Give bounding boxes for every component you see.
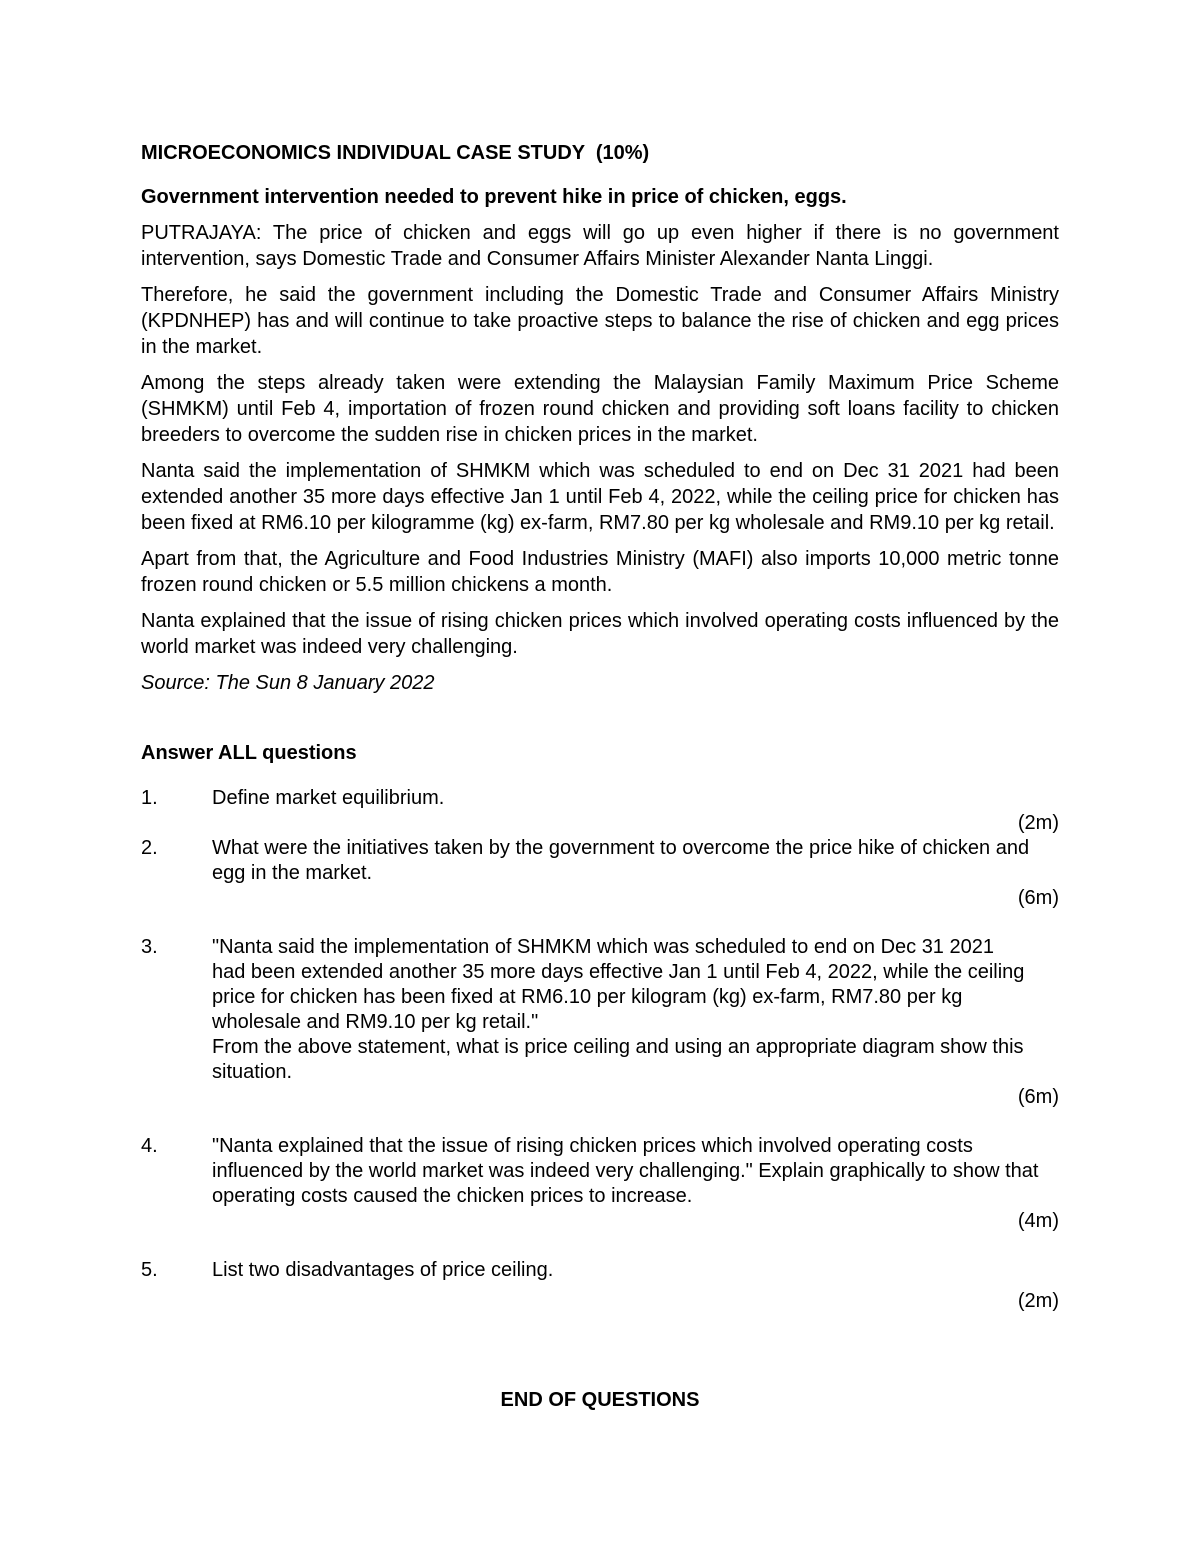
article-paragraph-6: Nanta explained that the issue of rising chicken prices which involved operating costs influenced by the world market was indeed very challenging.: [141, 610, 1059, 658]
question-number: 2.: [141, 837, 158, 859]
question-3-marks: (6m): [1017, 1086, 1059, 1108]
question-text: List two disadvantages of price ceiling.: [212, 1259, 554, 1281]
question-4: [141, 1134, 1059, 1209]
instructions-heading: Answer ALL questions: [141, 742, 357, 764]
question-number: 4.: [141, 1135, 158, 1157]
question-number: 5.: [141, 1259, 158, 1281]
article-paragraph-2: Therefore, he said the government including the Domestic Trade and Consumer Affairs Ministry (KPDNHEP) has and will continue to take proactive steps to balance the rise of chicken and egg prices in the market.: [141, 284, 1059, 358]
question-2-marks: (6m): [1017, 887, 1059, 909]
question-5-marks: (2m): [1017, 1290, 1059, 1312]
question-1: [141, 786, 1059, 811]
article-paragraph-3: Among the steps already taken were extending the Malaysian Family Maximum Price Scheme (SHMKM) until Feb 4, importation of frozen round chicken and providing soft loans facility to chicken breeders to overcome the sudden rise in chicken prices in the market.: [141, 372, 1059, 446]
question-number: 1.: [141, 787, 158, 809]
article-paragraph-5: Apart from that, the Agriculture and Food Industries Ministry (MAFI) also imports 10,000 metric tonne frozen round chicken or 5.5 million chickens a month.: [141, 548, 1059, 596]
question-number: 3.: [141, 936, 158, 958]
article-paragraph-1: PUTRAJAYA: The price of chicken and eggs will go up even higher if there is no government intervention, says Domestic Trade and Consumer Affairs Minister Alexander Nanta Linggi.: [141, 222, 1059, 270]
question-2: [141, 836, 1059, 886]
article-paragraph-4: Nanta said the implementation of SHMKM which was scheduled to end on Dec 31 2021 had been extended another 35 more days effective Jan 1 until Feb 4, 2022, while the ceiling price for chicken has been fixed at RM6.10 per kilogramme (kg) ex-farm, RM7.80 per kg wholesale and RM9.10 per kg retail.: [141, 460, 1059, 534]
question-text: "Nanta explained that the issue of rising chicken prices which involved operating costs influenced by the world market was indeed very challenging." Explain graphically to show that operating costs caused the chicken prices to increase.: [212, 1135, 1039, 1207]
question-text: From the above statement, what is price ceiling and using an appropriate diagram show this situation.: [212, 1036, 1024, 1083]
question-1-marks: (2m): [1017, 812, 1059, 834]
document-page: [141, 140, 1059, 1314]
question-text: What were the initiatives taken by the government to overcome the price hike of chicken and egg in the market.: [212, 837, 1030, 884]
question-4-marks: (4m): [1017, 1210, 1059, 1232]
question-text: Define market equilibrium.: [212, 787, 445, 809]
end-of-questions: END OF QUESTIONS: [500, 1389, 700, 1411]
document-title: MICROECONOMICS INDIVIDUAL CASE STUDY (10%): [141, 142, 650, 164]
question-5: [141, 1258, 1059, 1283]
article-headline: Government intervention needed to prevent hike in price of chicken, eggs.: [141, 186, 847, 208]
question-3: [141, 935, 1059, 1085]
article-source: Source: The Sun 8 January 2022: [141, 672, 435, 694]
question-quote: "Nanta said the implementation of SHMKM which was scheduled to end on Dec 31 2021 had been extended another 35 more days effective Jan 1 until Feb 4, 2022, while the ceiling price for chicken has been fixed at RM6.10 per kilogram (kg) ex-farm, RM7.80 per kg wholesale and RM9.10 per kg retail.": [212, 936, 1025, 1033]
